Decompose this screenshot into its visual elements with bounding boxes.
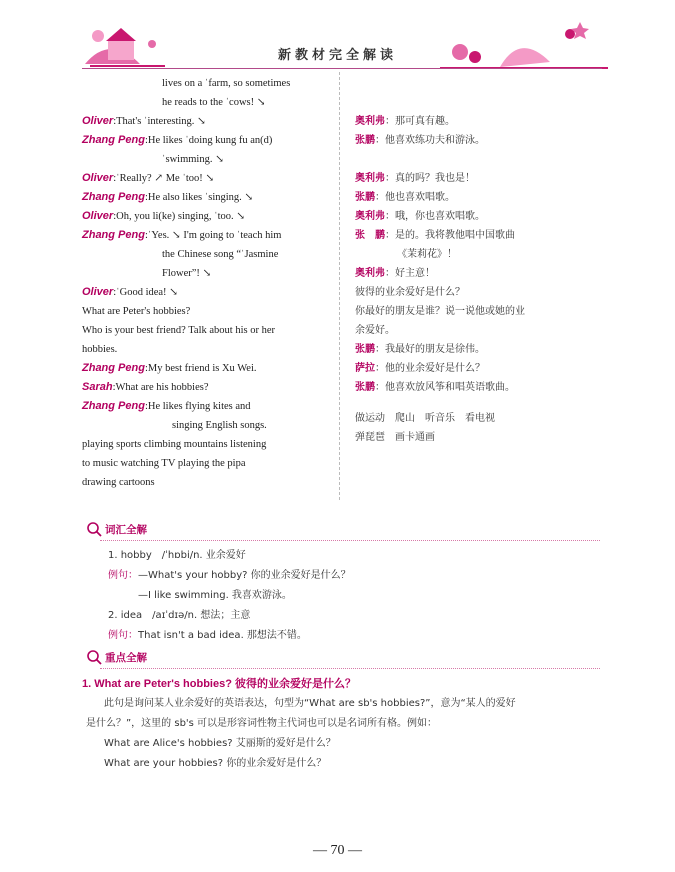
translation-line: 萨拉：他的业余爱好是什么？	[355, 363, 485, 374]
dialogue-line: the Chinese song “ˈJasmine	[162, 249, 279, 260]
hobbies-line: playing sports climbing mountains listening	[82, 439, 267, 450]
key-label: 重点全解	[105, 651, 147, 664]
dialogue-line: singing English songs.	[172, 420, 267, 431]
question-line: 彼得的业余爱好是什么？	[355, 287, 465, 298]
key-example: What are Alice's hobbies? 艾丽斯的爱好是什么？	[104, 738, 336, 749]
dialogue-line: Zhang Peng:ˈYes. ↘ I'm going to ˈteach him	[82, 229, 282, 241]
translation-line: 张鹏：他也喜欢唱歌。	[355, 192, 455, 203]
hobbies-line: 弹琵琶 画卡通画	[355, 432, 435, 443]
translation-line: 《茉莉花》！	[397, 249, 457, 260]
dialogue-line: lives on a ˈfarm, so sometimes	[162, 78, 291, 89]
translation-line: 奥利弗：哦，你也喜欢唱歌。	[355, 211, 485, 222]
question-line: hobbies.	[82, 344, 118, 355]
vocab-example: 例句：That isn't a bad idea. 那想法不错。	[108, 630, 307, 641]
key-example: What are your hobbies? 你的业余爱好是什么？	[104, 758, 327, 769]
key-heading: 1. What are Peter's hobbies? 彼得的业余爱好是什么？	[82, 678, 356, 690]
key-content	[82, 674, 602, 774]
dialogue-line: Sarah:What are his hobbies?	[82, 381, 209, 393]
chinese-translation	[355, 112, 600, 447]
page-number: — 70 —	[313, 843, 362, 858]
vocab-example: —I like swimming. 我喜欢游泳。	[138, 590, 292, 601]
question-line: Who is your best friend? Talk about his or her	[82, 325, 275, 336]
translation-line: 奥利弗：真的吗？我也是！	[355, 173, 475, 184]
header-rule	[82, 68, 602, 69]
key-paragraph: 此句是询问某人业余爱好的英语表达，句型为“What are sb's hobbies?”，意为“某人的爱好	[104, 698, 516, 709]
vocab-entry: 1. hobby /ˈhɒbi/n. 业余爱好	[108, 550, 246, 561]
vocab-header-rule	[100, 540, 600, 541]
key-paragraph: 是什么？”，这里的 sb's 可以是形容词性物主代词也可以是名词所有格。例如：	[86, 718, 438, 729]
dialogue-line: Zhang Peng:My best friend is Xu Wei.	[82, 362, 257, 374]
magnifier-icon	[86, 649, 102, 665]
vocab-label: 词汇全解	[105, 523, 147, 536]
translation-line: 张鹏：他喜欢放风筝和唱英语歌曲。	[355, 382, 515, 393]
dialogue-line: Zhang Peng:He likes flying kites and	[82, 400, 251, 412]
dialogue-line: Oliver:That's ˈinteresting. ↘	[82, 115, 206, 127]
dialogue-line: he reads to the ˈcows! ↘	[162, 97, 266, 108]
column-divider	[339, 72, 340, 500]
vocab-example: 例句：—What's your hobby? 你的业余爱好是什么？	[108, 570, 351, 581]
dialogue-line: Oliver:ˈGood idea! ↘	[82, 286, 178, 298]
magnifier-icon	[86, 521, 102, 537]
translation-line: 张 鹏：是的。我将教他唱中国歌曲	[355, 230, 515, 241]
dialogue-line: Zhang Peng:He also likes ˈsinging. ↘	[82, 191, 254, 203]
vocab-content	[108, 546, 598, 646]
dialogue-line: Oliver:ˈReally? ↗ Me ˈtoo! ↘	[82, 172, 215, 184]
question-line: What are Peter's hobbies?	[82, 306, 191, 317]
dialogue-line: Zhang Peng:He likes ˈdoing kung fu an(d)	[82, 134, 273, 146]
translation-line: 奥利弗：好主意！	[355, 268, 435, 279]
english-dialogue	[82, 74, 332, 492]
key-header-rule	[100, 668, 600, 669]
question-line: 余爱好。	[355, 325, 395, 336]
vocab-entry: 2. idea /aɪˈdɪə/n. 想法；主意	[108, 610, 251, 621]
hobbies-line: drawing cartoons	[82, 477, 155, 488]
vocab-section-header	[86, 521, 147, 537]
translation-line: 张鹏：他喜欢练功夫和游泳。	[355, 135, 485, 146]
dialogue-line: Oliver:Oh, you li(ke) singing, ˈtoo. ↘	[82, 210, 246, 222]
key-section-header	[86, 649, 147, 665]
translation-line: 张鹏：我最好的朋友是徐伟。	[355, 344, 485, 355]
hobbies-line: 做运动 爬山 听音乐 看电视	[355, 413, 495, 424]
question-line: 你最好的朋友是谁？说一说他或她的业	[355, 306, 525, 317]
spacer	[355, 150, 600, 169]
dialogue-line: ˈswimming. ↘	[162, 154, 224, 165]
translation-line: 奥利弗：那可真有趣。	[355, 116, 455, 127]
dialogue-line: Flower”! ↘	[162, 268, 212, 279]
header-title: 新教材完全解读	[277, 48, 397, 63]
hobbies-line: to music watching TV playing the pipa	[82, 458, 246, 469]
spacer	[355, 397, 600, 409]
